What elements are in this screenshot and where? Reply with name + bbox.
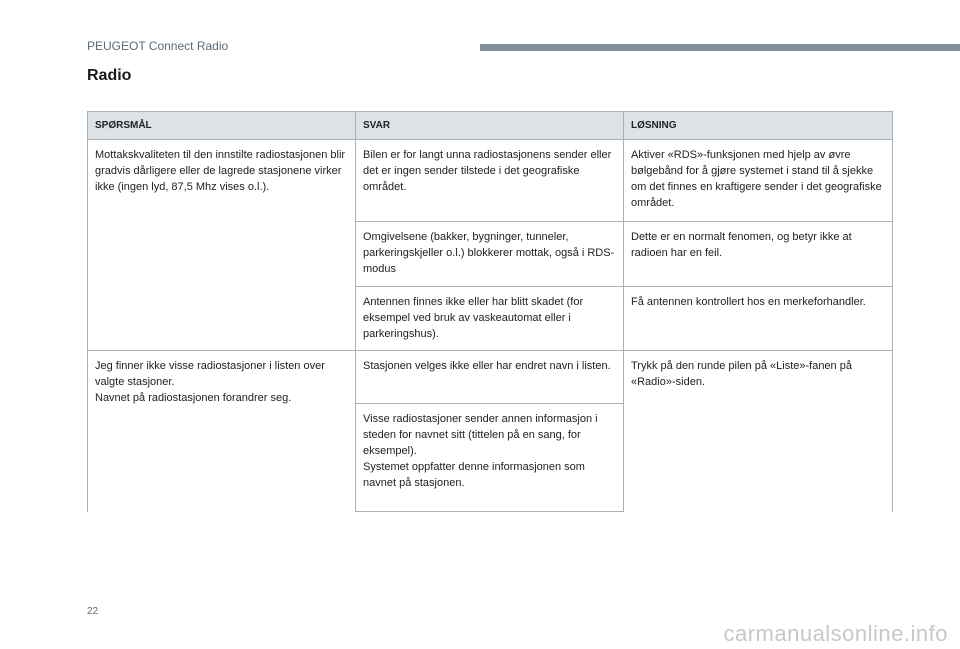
table-row — [88, 140, 893, 222]
solution-cell: Få antennen kontrollert hos en merkeforhandler. — [624, 286, 893, 351]
table-header-row — [88, 112, 893, 140]
answer-cell: Stasjonen velges ikke eller har endret navn i listen. — [356, 351, 624, 404]
header-solution: LØSNING — [624, 112, 893, 140]
watermark: carmanualsonline.info — [723, 621, 948, 646]
section-title: Radio — [87, 67, 132, 84]
header-question: SPØRSMÅL — [88, 112, 356, 140]
answer-cell: Antennen finnes ikke eller har blitt skadet (for eksempel ved bruk av vaskeautomat eller i parkeringshus). — [356, 286, 624, 351]
running-header: PEUGEOT Connect Radio — [87, 39, 229, 53]
solution-cell: Dette er en normalt fenomen, og betyr ikke at radioen har en feil. — [624, 221, 893, 286]
question-cell: Mottakskvaliteten til den innstilte radiostasjonen blir gradvis dårligere eller de lagrede stasjonene virker ikke (ingen lyd, 87,5 Mhz vises o.l.). — [88, 140, 356, 351]
header-accent-bar — [480, 44, 960, 51]
header-answer: SVAR — [356, 112, 624, 140]
answer-cell: Visse radiostasjoner sender annen informasjon i steden for navnet sitt (tittelen på en sang, for eksempel). Systemet oppfatter denne informasjonen som navnet på stasjonen. — [356, 404, 624, 512]
table-row — [88, 351, 893, 404]
solution-cell: Aktiver «RDS»-funksjonen med hjelp av øvre bølgebånd for å gjøre systemet i stand til å sjekke om det finnes en kraftigere sender i det geografiske området. — [624, 140, 893, 222]
question-cell: Jeg finner ikke visse radiostasjoner i listen over valgte stasjoner. Navnet på radiostasjonen forandrer seg. — [88, 351, 356, 512]
answer-cell: Bilen er for langt unna radiostasjonens sender eller det er ingen sender tilstede i det geografiske området. — [356, 140, 624, 222]
page-number: 22 — [87, 606, 99, 617]
answer-cell: Omgivelsene (bakker, bygninger, tunneler, parkeringskjeller o.l.) blokkerer mottak, også i RDS-modus — [356, 221, 624, 286]
solution-cell: Trykk på den runde pilen på «Liste»-fanen på «Radio»-siden. — [624, 351, 893, 512]
troubleshooting-table — [87, 111, 893, 512]
